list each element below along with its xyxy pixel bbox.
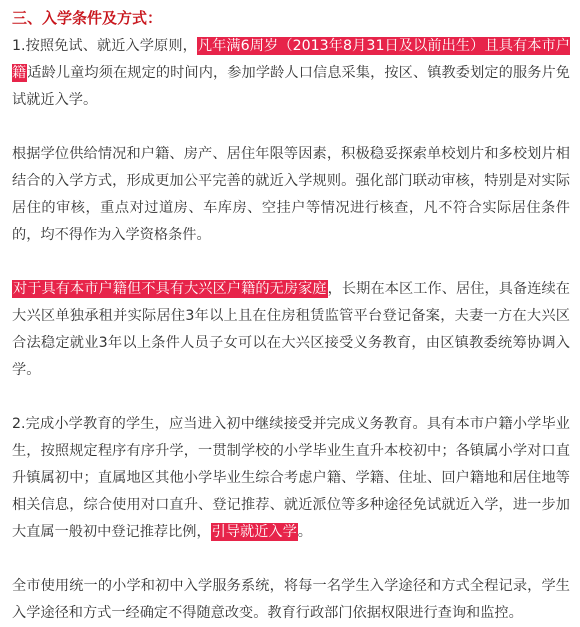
paragraph-enrollment-principle [12,33,570,114]
paragraph-text: ，长期在本区工作、居住，具备连续在大兴区单独承租并实际居住3年以上且在住房租赁监管平台登记备案，夫妻一方在大兴区合法稳定就业3年以上条件人员子女可以在大兴区接受义务教育，由区镇教委统筹协调入学。 [12,281,570,378]
paragraph-gap [12,384,570,411]
paragraph-text: 1.按照免试、就近入学原则， [12,38,197,54]
paragraph-gap [12,249,570,276]
highlight-nearby-enrollment: 引导就近入学 [211,524,297,540]
paragraph-middle-school [12,411,570,546]
highlight-no-house-family: 对于具有本市户籍但不具有大兴区户籍的无房家庭 [13,281,327,297]
paragraph-enrollment-system: 全市使用统一的小学和初中入学服务系统，将每一名学生入学途径和方式全程记录，学生入学途径和方式一经确定不得随意改变。教育行政部门依据权限进行查询和监控。 [12,578,570,621]
paragraph-non-local-household [12,276,570,384]
paragraph-gap [12,114,570,141]
highlight-age-requirement: 凡年满6周岁（2013年8月31日及以前出生）且具有本市户籍 [12,38,570,81]
paragraph-text: 2.完成小学教育的学生，应当进入初中继续接受并完成义务教育。具有本市户籍小学毕业生，按照规定程序有序升学，一贯制学校的小学毕业生直升本校初中；各镇属小学对口直升镇属初中；直属地区其他小学毕业生综合考虑户籍、学籍、住址、回户籍地和居住地等相关信息，综合使用对口直升、登记推荐、就近派位等多种途径免试就近入学，进一步加大直属一般初中登记推荐比例， [12,416,570,540]
section-title: 三、入学条件及方式： [12,9,163,27]
paragraph-residence-review: 根据学位供给情况和户籍、房产、居住年限等因素，积极稳妥探索单校划片和多校划片相结合的入学方式，形成更加公平完善的就近入学规则。强化部门联动审核，特别是对实际居住的审核，重点对过道房、车库房、空挂户等情况进行核查，凡不符合实际居住条件的，均不得作为入学资格条件。 [12,146,570,243]
paragraph-text: 适龄儿童均须在规定的时间内，参加学龄人口信息采集，按区、镇教委划定的服务片免试就近入学。 [12,65,570,108]
paragraph-text: 。 [297,524,312,540]
paragraph-gap [12,546,570,573]
